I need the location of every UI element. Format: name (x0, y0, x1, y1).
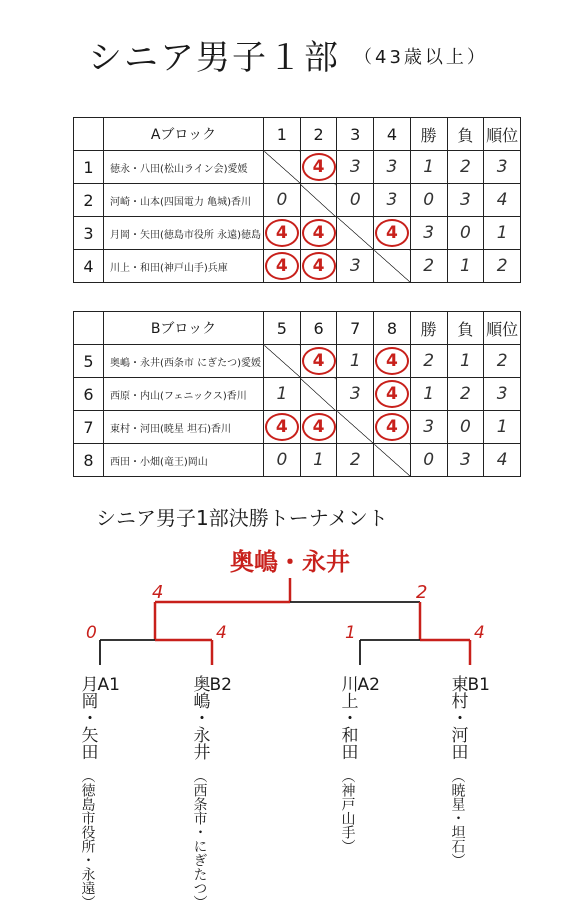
team-name-b2: 奥嶋・永井 (189, 675, 210, 760)
table-row (74, 250, 521, 283)
row-number: 8 (74, 444, 104, 477)
table-row (74, 184, 521, 217)
score-cell: 1 (264, 378, 301, 411)
losses-cell: 2 (447, 378, 484, 411)
score-cell: 0 (264, 444, 301, 477)
score-cell: 0 (337, 184, 374, 217)
team-b2 (189, 675, 232, 910)
losses-cell: 3 (447, 444, 484, 477)
diagonal-cell (300, 378, 337, 411)
block-b-body (74, 345, 521, 477)
diagonal-cell (337, 411, 374, 444)
score-cell: 1 (300, 444, 337, 477)
score-final-left: 4 (152, 582, 164, 603)
losses-cell: 0 (447, 217, 484, 250)
header-losses: 負 (447, 118, 484, 151)
score-cell: 3 (374, 184, 411, 217)
team-name: 月岡・矢田(徳島市役所 永遠)徳島 (104, 217, 264, 250)
circled-score: 4 (375, 219, 409, 247)
team-a1 (77, 675, 120, 910)
team-b1 (447, 675, 490, 868)
header-col-6: 6 (300, 312, 337, 345)
header-col-2: 2 (300, 118, 337, 151)
diagonal-cell (264, 345, 301, 378)
score-cell: 3 (337, 378, 374, 411)
circled-score: 4 (375, 380, 409, 408)
score-cell: 0 (264, 184, 301, 217)
team-name: 西田・小畑(竜王)岡山 (104, 444, 264, 477)
winning-score-cell (374, 345, 411, 378)
diagonal-cell (300, 184, 337, 217)
block-b-table (73, 311, 521, 477)
diagonal-cell (374, 250, 411, 283)
losses-cell: 0 (447, 411, 484, 444)
diagonal-cell (264, 151, 301, 184)
header-wins: 勝 (410, 118, 447, 151)
diagonal-cell (374, 444, 411, 477)
rank-cell: 4 (484, 444, 521, 477)
block-a-header (74, 118, 521, 151)
circled-score: 4 (265, 413, 299, 441)
header-col-8: 8 (374, 312, 411, 345)
header-wins: 勝 (410, 312, 447, 345)
rank-cell: 3 (484, 378, 521, 411)
team-affiliation-b1: （暁星・坦石） (449, 769, 466, 868)
page-title (88, 30, 488, 79)
header-empty (74, 118, 104, 151)
score-cell: 1 (337, 345, 374, 378)
rank-cell: 3 (484, 151, 521, 184)
winning-score-cell (374, 217, 411, 250)
title-subtitle: （43歳以上） (354, 47, 488, 68)
rank-cell: 2 (484, 345, 521, 378)
block-a-table (73, 117, 521, 283)
row-number: 7 (74, 411, 104, 444)
block-a-label: Aブロック (104, 118, 264, 151)
header-losses: 負 (447, 312, 484, 345)
block-a-body (74, 151, 521, 283)
table-row (74, 444, 521, 477)
score-cell: 3 (374, 151, 411, 184)
final-tournament-title: シニア男子1部決勝トーナメント (96, 506, 388, 530)
rank-cell: 1 (484, 411, 521, 444)
circled-score: 4 (302, 153, 336, 181)
table-row (74, 217, 521, 250)
row-number: 4 (74, 250, 104, 283)
wins-cell: 3 (410, 411, 447, 444)
header-col-4: 4 (374, 118, 411, 151)
header-empty (74, 312, 104, 345)
diagonal-cell (337, 217, 374, 250)
header-col-7: 7 (337, 312, 374, 345)
winning-score-cell (300, 217, 337, 250)
winning-score-cell (264, 411, 301, 444)
header-col-5: 5 (264, 312, 301, 345)
losses-cell: 1 (447, 345, 484, 378)
wins-cell: 2 (410, 345, 447, 378)
circled-score: 4 (375, 413, 409, 441)
title-text: シニア男子１部 (88, 38, 340, 78)
header-rank: 順位 (484, 312, 521, 345)
winning-score-cell (374, 378, 411, 411)
table-row (74, 345, 521, 378)
circled-score: 4 (375, 347, 409, 375)
team-slot-b2: B2 (209, 675, 232, 695)
circled-score: 4 (302, 252, 336, 280)
winning-score-cell (300, 151, 337, 184)
circled-score: 4 (302, 219, 336, 247)
wins-cell: 2 (410, 250, 447, 283)
winning-score-cell (300, 250, 337, 283)
row-number: 2 (74, 184, 104, 217)
team-name: 奥嶋・永井(西条市 にぎたつ)愛媛 (104, 345, 264, 378)
team-affiliation-b2: （西条市・にぎたつ） (191, 769, 208, 910)
score-final-right: 2 (416, 582, 428, 603)
team-name-b1: 東村・河田 (447, 675, 468, 760)
wins-cell: 0 (410, 444, 447, 477)
team-name: 川上・和田(神戸山手)兵庫 (104, 250, 264, 283)
tournament-bracket (0, 540, 580, 680)
circled-score: 4 (265, 252, 299, 280)
score-m2-right: 4 (474, 623, 485, 643)
score-cell: 3 (337, 250, 374, 283)
score-m1-right: 4 (216, 623, 227, 643)
team-name-a1: 月岡・矢田 (77, 675, 98, 760)
row-number: 3 (74, 217, 104, 250)
table-row (74, 378, 521, 411)
circled-score: 4 (302, 347, 336, 375)
champion-name: 奥嶋・永井 (230, 548, 350, 576)
winning-score-cell (374, 411, 411, 444)
wins-cell: 0 (410, 184, 447, 217)
wins-cell: 3 (410, 217, 447, 250)
team-name-a2: 川上・和田 (337, 675, 358, 760)
rank-cell: 1 (484, 217, 521, 250)
team-slot-b1: B1 (467, 675, 490, 695)
winning-score-cell (300, 345, 337, 378)
row-number: 1 (74, 151, 104, 184)
team-a2 (337, 675, 380, 854)
team-affiliation-a2: （神戸山手） (339, 769, 356, 854)
losses-cell: 1 (447, 250, 484, 283)
wins-cell: 1 (410, 151, 447, 184)
losses-cell: 3 (447, 184, 484, 217)
wins-cell: 1 (410, 378, 447, 411)
score-m1-left: 0 (86, 623, 97, 643)
row-number: 6 (74, 378, 104, 411)
header-col-3: 3 (337, 118, 374, 151)
table-row (74, 151, 521, 184)
circled-score: 4 (265, 219, 299, 247)
score-cell: 3 (337, 151, 374, 184)
team-slot-a1: A1 (97, 675, 120, 695)
team-name: 河崎・山本(四国電力 亀城)香川 (104, 184, 264, 217)
rank-cell: 2 (484, 250, 521, 283)
team-slot-a2: A2 (357, 675, 380, 695)
team-name: 徳永・八田(松山ライン会)愛媛 (104, 151, 264, 184)
score-m2-left: 1 (345, 623, 356, 643)
winning-score-cell (300, 411, 337, 444)
winning-score-cell (264, 217, 301, 250)
table-row (74, 411, 521, 444)
losses-cell: 2 (447, 151, 484, 184)
team-name: 東村・河田(暁星 坦石)香川 (104, 411, 264, 444)
team-name: 西原・内山(フェニックス)香川 (104, 378, 264, 411)
rank-cell: 4 (484, 184, 521, 217)
circled-score: 4 (302, 413, 336, 441)
score-cell: 2 (337, 444, 374, 477)
block-b-header (74, 312, 521, 345)
team-affiliation-a1: （徳島市役所・永遠） (79, 769, 96, 910)
header-rank: 順位 (484, 118, 521, 151)
winning-score-cell (264, 250, 301, 283)
header-col-1: 1 (264, 118, 301, 151)
block-b-label: Bブロック (104, 312, 264, 345)
row-number: 5 (74, 345, 104, 378)
